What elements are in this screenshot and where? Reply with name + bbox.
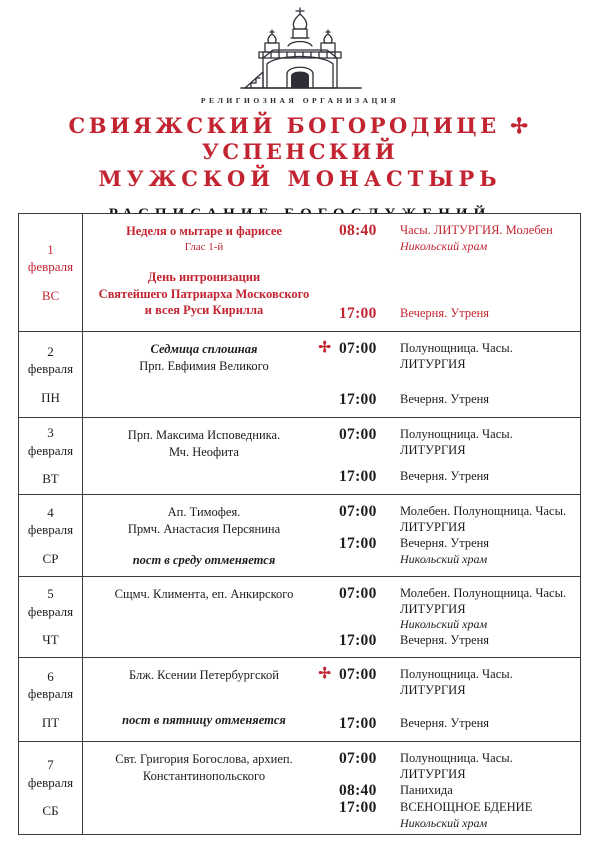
date-cell xyxy=(19,658,83,741)
service-name: Молебен. Полунощница. Часы. ЛИТУРГИЯ xyxy=(400,504,567,534)
description-line: Ап. Тимофея. xyxy=(167,505,241,519)
description-line: Свт. Григория Богослова, архиеп. xyxy=(115,752,293,766)
service-entry xyxy=(339,503,574,535)
date-weekday: СР xyxy=(42,550,59,566)
service-entry xyxy=(339,585,574,632)
date-day: 1 xyxy=(47,241,54,257)
service-text xyxy=(400,305,489,322)
date-month: февраля xyxy=(27,774,74,790)
description-line: Константинопольского xyxy=(142,768,266,783)
service-time: 17:00 xyxy=(339,632,377,650)
service-text xyxy=(400,585,574,632)
date-weekday: ЧТ xyxy=(42,632,59,648)
service-time: 08:40 xyxy=(339,222,377,239)
services-cell xyxy=(333,577,580,657)
description-line: Седмица сплошная xyxy=(150,342,258,356)
service-name: ВСЕНОЩНОЕ БДЕНИЕ xyxy=(400,800,533,815)
services-cell xyxy=(333,495,580,576)
description-cell xyxy=(83,418,333,494)
title-line-2: МУЖСКОЙ МОНАСТЫРЬ xyxy=(98,165,502,191)
service-name: Вечерня. Утреня xyxy=(400,391,490,406)
monastery-title xyxy=(0,113,600,192)
service-name: Вечерня. Утреня xyxy=(400,305,490,320)
service-entry xyxy=(339,715,574,732)
service-place: Никольский храм xyxy=(400,815,488,830)
service-entry xyxy=(339,426,574,458)
description-line: пост в среду отменяется xyxy=(132,552,276,567)
service-time: 07:00 xyxy=(339,503,377,520)
service-name: Полунощница. Часы. ЛИТУРГИЯ xyxy=(400,427,513,457)
service-name: Полунощница. Часы. ЛИТУРГИЯ xyxy=(400,751,513,781)
description-cell xyxy=(83,658,333,741)
description-cell xyxy=(83,495,333,576)
date-day: 5 xyxy=(47,586,54,602)
church-icon xyxy=(215,6,385,94)
service-time: 07:00 xyxy=(339,426,377,443)
schedule-row xyxy=(19,332,580,418)
schedule-row xyxy=(19,214,580,332)
service-entry xyxy=(339,222,574,254)
description-cell xyxy=(83,577,333,657)
date-month: февраля xyxy=(27,442,74,458)
service-text xyxy=(400,632,489,649)
service-place: Никольский храм xyxy=(400,552,488,566)
schedule-row xyxy=(19,418,580,495)
date-day: 7 xyxy=(47,757,54,773)
description-line: Сщмч. Климента, еп. Анкирского xyxy=(114,587,294,601)
service-time: 17:00 xyxy=(339,799,377,817)
description-line: Мч. Неофита xyxy=(169,444,239,459)
services-cell xyxy=(333,418,580,494)
service-time: 17:00 xyxy=(339,304,377,322)
description-line: Блж. Ксении Петербургской xyxy=(129,668,279,682)
date-weekday: СБ xyxy=(42,803,59,819)
date-weekday: ВС xyxy=(41,287,60,303)
service-text xyxy=(400,799,532,831)
description-line: Глас 1-й xyxy=(184,240,224,253)
description-line: и всея Руси Кирилла xyxy=(144,303,264,318)
service-name: Вечерня. Утреня xyxy=(400,633,490,648)
date-cell xyxy=(19,332,83,417)
monastery-logo xyxy=(0,0,600,105)
description-line: Неделя о мытаре и фарисее xyxy=(126,224,282,238)
description-cell xyxy=(83,742,333,834)
service-text xyxy=(400,715,489,732)
service-entry xyxy=(339,468,574,485)
service-name: Вечерня. Утреня xyxy=(400,536,490,551)
org-label: РЕЛИГИОЗНАЯ ОРГАНИЗАЦИЯ xyxy=(200,96,400,105)
date-month: февраля xyxy=(27,522,74,538)
description-line: Святейшего Патриарха Московского xyxy=(98,286,310,301)
service-text xyxy=(400,468,489,485)
description-cell xyxy=(83,214,333,331)
services-cell xyxy=(333,658,580,741)
orthodox-cross-icon: ✢ xyxy=(318,340,331,356)
description-line: Прмч. Анастасия Персянина xyxy=(127,521,281,536)
service-name: Молебен. Полунощница. Часы. ЛИТУРГИЯ xyxy=(400,586,567,616)
service-time: 17:00 xyxy=(339,467,377,485)
service-name: Полунощница. Часы. ЛИТУРГИЯ xyxy=(400,667,513,697)
service-entry xyxy=(339,666,574,698)
description-line: Прп. Евфимия Великого xyxy=(139,358,269,373)
date-day: 2 xyxy=(47,343,54,359)
date-weekday: ПТ xyxy=(41,714,60,730)
service-text xyxy=(400,750,574,782)
service-entry xyxy=(339,535,574,567)
service-time: 07:00 xyxy=(339,585,377,602)
orthodox-cross-icon: ✢ xyxy=(318,666,331,682)
service-time: 17:00 xyxy=(339,390,377,408)
service-text xyxy=(400,340,574,372)
schedule-row xyxy=(19,577,580,658)
date-month: февраля xyxy=(27,686,74,702)
service-text xyxy=(400,535,489,567)
service-text xyxy=(400,391,489,408)
service-entry xyxy=(339,782,574,799)
services-cell xyxy=(333,214,580,331)
service-text xyxy=(400,222,553,254)
date-cell xyxy=(19,418,83,494)
service-entry xyxy=(339,632,574,649)
schedule-row xyxy=(19,495,580,577)
service-text xyxy=(400,426,574,458)
schedule-row xyxy=(19,742,580,834)
service-entry xyxy=(339,391,574,408)
date-month: февраля xyxy=(27,361,74,377)
service-time: 07:00 xyxy=(339,340,377,357)
date-day: 4 xyxy=(47,504,54,520)
description-line: День интронизации xyxy=(147,269,261,284)
service-text xyxy=(400,666,574,698)
description-cell xyxy=(83,332,333,417)
service-name: Панихида xyxy=(400,783,453,798)
date-day: 6 xyxy=(47,668,54,684)
service-time: 08:40 xyxy=(339,782,377,800)
service-name: Полунощница. Часы. ЛИТУРГИЯ xyxy=(400,341,513,371)
date-month: февраля xyxy=(27,259,74,275)
service-time: 17:00 xyxy=(339,714,377,732)
service-entry xyxy=(339,750,574,782)
date-cell xyxy=(19,577,83,657)
date-weekday: ВТ xyxy=(42,471,59,487)
service-text xyxy=(400,782,453,799)
service-time: 17:00 xyxy=(339,535,377,553)
description-line: Прп. Максима Исповедника. xyxy=(127,428,281,442)
description-line: пост в пятницу отменяется xyxy=(122,712,286,727)
service-name: Вечерня. Утреня xyxy=(400,468,490,483)
service-name: Часы. ЛИТУРГИЯ. Молебен xyxy=(400,223,553,237)
services-cell xyxy=(333,742,580,834)
date-cell xyxy=(19,495,83,576)
service-entry xyxy=(339,305,574,322)
schedule-rows xyxy=(19,214,580,834)
service-place: Никольский храм xyxy=(400,238,488,253)
date-day: 3 xyxy=(47,425,54,441)
title-line-1: СВИЯЖСКИЙ БОГОРОДИЦЕ ✢ УСПЕНСКИЙ xyxy=(68,113,532,165)
services-cell xyxy=(333,332,580,417)
service-entry xyxy=(339,799,574,831)
schedule-row xyxy=(19,658,580,742)
service-time: 07:00 xyxy=(339,666,377,683)
schedule-table xyxy=(18,213,581,835)
service-text xyxy=(400,503,574,535)
service-place: Никольский храм xyxy=(400,617,488,632)
date-month: февраля xyxy=(27,603,74,619)
service-time: 07:00 xyxy=(339,750,377,767)
date-weekday: ПН xyxy=(41,389,60,405)
service-name: Вечерня. Утреня xyxy=(400,715,490,730)
date-cell xyxy=(19,742,83,834)
service-entry xyxy=(339,340,574,372)
date-cell xyxy=(19,214,83,331)
